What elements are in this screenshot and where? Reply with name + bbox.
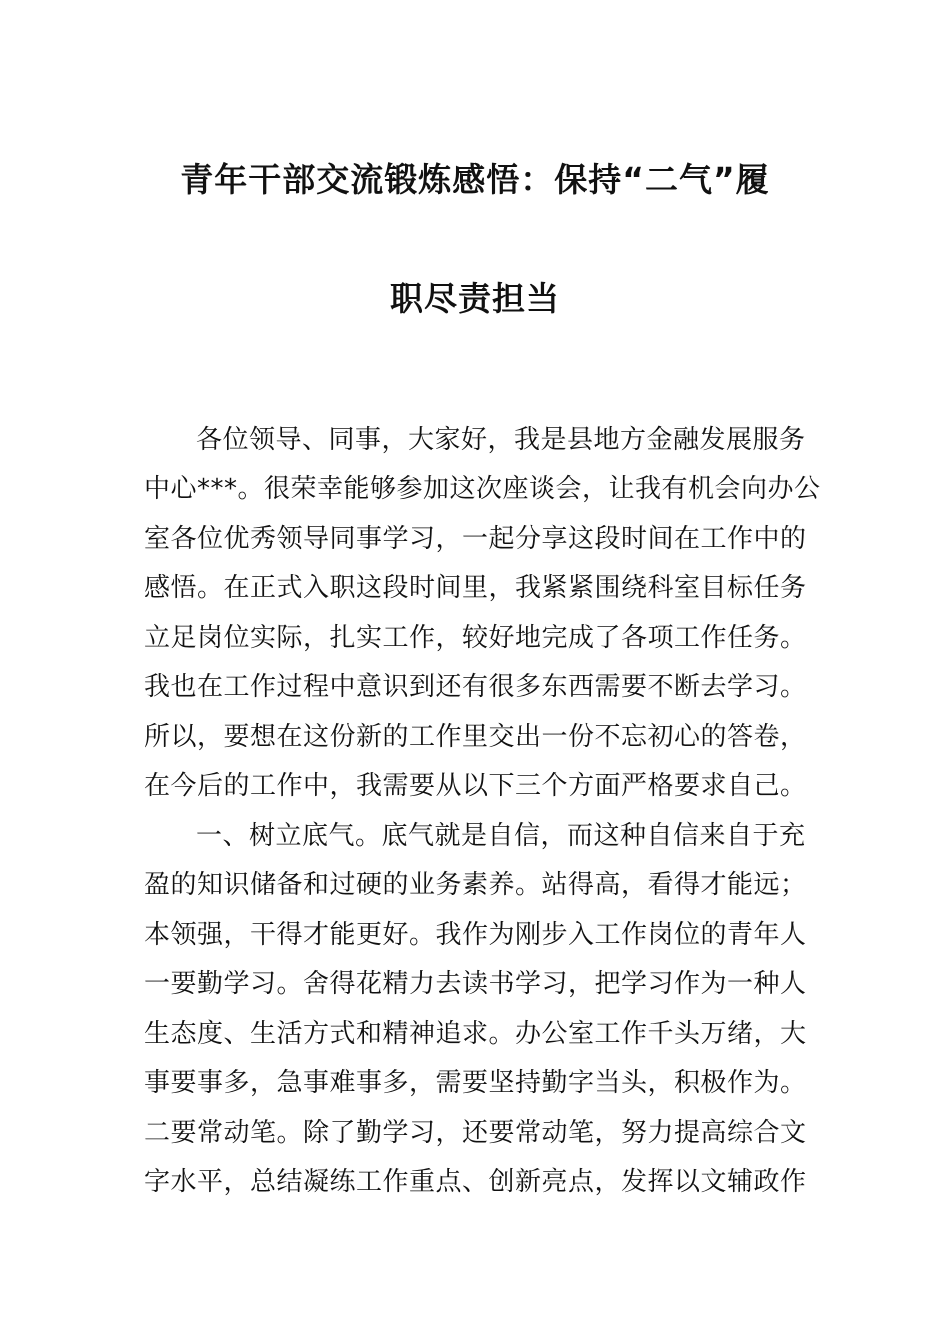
- body-line-7: 所以，要想在这份新的工作里交出一份不忘初心的答卷，: [144, 722, 807, 752]
- body-line-10: 盈的知识储备和过硬的业务素养。站得高，看得才能远；: [144, 870, 807, 900]
- body-line-5: 立足岗位实际，扎实工作，较好地完成了各项工作任务。: [144, 623, 807, 653]
- body-line-8: 在今后的工作中，我需要从以下三个方面严格要求自己。: [144, 771, 807, 801]
- body-line-2: 中心***。很荣幸能够参加这次座谈会，让我有机会向办公: [144, 474, 821, 504]
- body-line-15: 二要常动笔。除了勤学习，还要常动笔，努力提高综合文: [144, 1118, 807, 1148]
- body-line-16: 字水平，总结凝练工作重点、创新亮点，发挥以文辅政作: [144, 1167, 807, 1197]
- document-title-line-2: 职尽责担当: [390, 279, 560, 318]
- body-line-1: 各位领导、同事，大家好，我是县地方金融发展服务: [196, 425, 806, 455]
- body-line-13: 生态度、生活方式和精神追求。办公室工作千头万绪，大: [144, 1019, 807, 1049]
- body-line-9: 一、树立底气。底气就是自信，而这种自信来自于充: [196, 821, 806, 851]
- body-line-3: 室各位优秀领导同事学习，一起分享这段时间在工作中的: [144, 524, 807, 554]
- body-line-14: 事要事多，急事难事多，需要坚持勤字当头，积极作为。: [144, 1068, 807, 1098]
- body-line-4: 感悟。在正式入职这段时间里，我紧紧围绕科室目标任务: [144, 573, 807, 603]
- document-title-line-1: 青年干部交流锻炼感悟：保持“二气”履: [180, 160, 770, 199]
- body-line-12: 一要勤学习。舍得花精力去读书学习，把学习作为一种人: [144, 969, 807, 999]
- body-line-11: 本领强，干得才能更好。我作为刚步入工作岗位的青年人: [144, 920, 807, 950]
- body-line-6: 我也在工作过程中意识到还有很多东西需要不断去学习。: [144, 672, 807, 702]
